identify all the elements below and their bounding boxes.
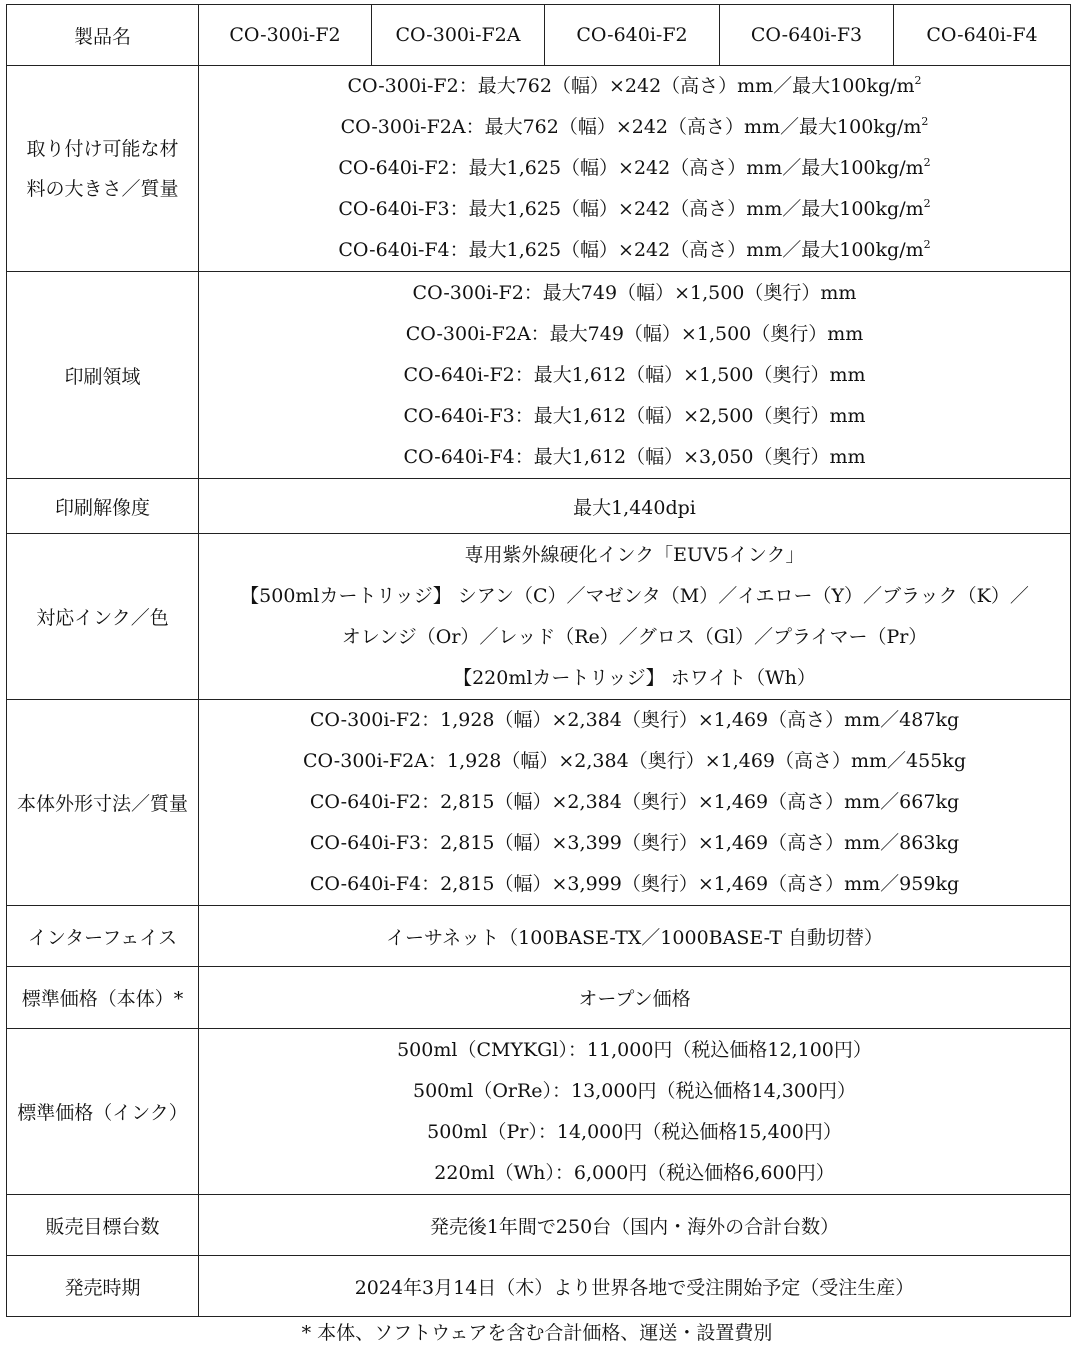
sales-target-row [7,1195,1071,1256]
ink-line: 【500mlカートリッジ】 シアン（C）／マゼンタ（M）／イエロー（Y）／ブラック（K）／ [240,584,1029,607]
price-ink-line: 500ml（OrRe）：13,000円（税込価格14,300円） [412,1079,857,1102]
ink-line: 専用紫外線硬化インク「EUV5インク」 [464,543,805,566]
ink-line: 【220mlカートリッジ】 ホワイト（Wh） [453,666,816,689]
print-area-line: CO-300i-F2：最大749（幅）×1,500（奥行）mm [412,281,857,304]
material-line: CO-300i-F2：最大762（幅）×242（高さ）mm／最大$100kg/m^2$ [347,74,922,97]
material-line: CO-640i-F3：最大1,625（幅）×242（高さ）mm／最大$100kg/m^2$ [338,197,931,220]
material-line: CO-300i-F2A：最大762（幅）×242（高さ）mm／最大$100kg/m^2$ [340,115,929,138]
release-label: 発売時期 [7,1256,199,1317]
sales-target-value: 発売後1年間で250台（国内・海外の合計台数） [199,1195,1071,1256]
print-area-line: CO-300i-F2A：最大749（幅）×1,500（奥行）mm [405,322,864,345]
dimensions-label: 本体外形寸法／質量 [7,700,199,906]
resolution-value: 最大1,440dpi [199,479,1071,534]
spec-table [6,4,1071,1317]
dimensions-value [199,700,1071,906]
release-row [7,1256,1071,1317]
ink-line: オレンジ（Or）／レッド（Re）／グロス（Gl）／プライマー（Pr） [341,625,928,648]
dimensions-line: CO-300i-F2：1,928（幅）×2,384（奥行）×1,469（高さ）mm／487kg [309,709,960,731]
label-line: 取り付け可能な材 [26,137,179,160]
interface-value: イーサネット（100BASE-TX／1000BASE-T 自動切替） [199,906,1071,967]
dimensions-row [7,700,1071,906]
model-name: CO-300i-F2 [199,5,372,66]
label-line: 料の大きさ／質量 [26,177,179,200]
header-label: 製品名 [7,5,199,66]
release-value: 2024年3月14日（木）より世界各地で受注開始予定（受注生産） [199,1256,1071,1317]
print-area-row [7,272,1071,479]
material-line: CO-640i-F4：最大1,625（幅）×242（高さ）mm／最大$100kg/m^2$ [338,238,931,261]
dimensions-line: CO-640i-F3：2,815（幅）×3,399（奥行）×1,469（高さ）mm／863kg [309,832,960,854]
material-row [7,66,1071,272]
interface-label: インターフェイス [7,906,199,967]
model-name: CO-300i-F2A [372,5,545,66]
footnote: * 本体、ソフトウェアを含む合計価格、運送・設置費別 [301,1322,773,1344]
print-area-line: CO-640i-F4：最大1,612（幅）×3,050（奥行）mm [403,445,866,468]
ink-row [7,534,1071,700]
price-body-value: オープン価格 [199,967,1071,1029]
price-body-label: 標準価格（本体）* [7,967,199,1029]
print-area-label: 印刷領域 [7,272,199,479]
material-label [7,66,199,272]
sales-target-label: 販売目標台数 [7,1195,199,1256]
interface-row [7,906,1071,967]
print-area-value [199,272,1071,479]
dimensions-line: CO-300i-F2A：1,928（幅）×2,384（奥行）×1,469（高さ）mm／455kg [303,750,966,772]
dimensions-line: CO-640i-F4：2,815（幅）×3,999（奥行）×1,469（高さ）mm／959kg [309,873,960,895]
resolution-row [7,479,1071,534]
price-ink-label: 標準価格（インク） [7,1029,199,1195]
price-ink-line: 220ml（Wh）：6,000円（税込価格6,600円） [434,1161,835,1184]
ink-value [199,534,1071,700]
header-row [7,5,1071,66]
price-ink-row [7,1029,1071,1195]
price-ink-line: 500ml（CMYKGl）：11,000円（税込価格12,100円） [397,1038,872,1061]
material-value [199,66,1071,272]
dimensions-line: CO-640i-F2：2,815（幅）×2,384（奥行）×1,469（高さ）mm／667kg [309,791,960,813]
material-line: CO-640i-F2：最大1,625（幅）×242（高さ）mm／最大$100kg/m^2$ [338,156,931,179]
model-name: CO-640i-F2 [545,5,720,66]
price-ink-line: 500ml（Pr）：14,000円（税込価格15,400円） [427,1120,842,1143]
price-ink-value [199,1029,1071,1195]
ink-label: 対応インク／色 [7,534,199,700]
resolution-label: 印刷解像度 [7,479,199,534]
model-name: CO-640i-F3 [720,5,894,66]
price-body-row [7,967,1071,1029]
print-area-line: CO-640i-F2：最大1,612（幅）×1,500（奥行）mm [403,363,866,386]
model-name: CO-640i-F4 [894,5,1071,66]
print-area-line: CO-640i-F3：最大1,612（幅）×2,500（奥行）mm [403,404,866,427]
